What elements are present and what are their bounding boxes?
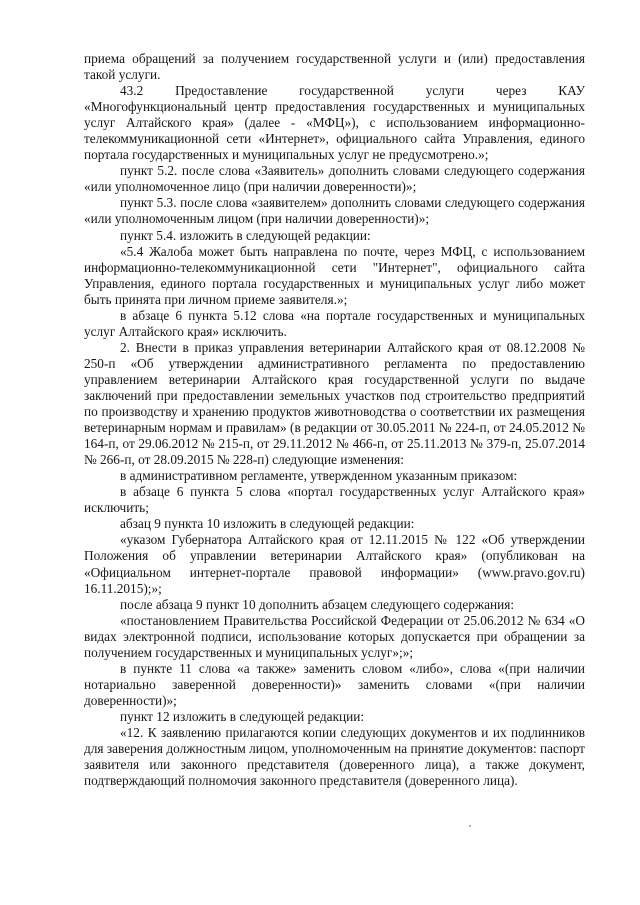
paragraph-43-2: 43.2 Предоставление государственной услуги через КАУ «Многофункциональный центр предоставления государственных и муниципальных услуг Алтайского края» (далее - «МФЦ»), с использованием информационно-телекоммуникационной сети «Интернет», официального сайта Управления, единого портала государственных и муниципальных услуг не предусмотрено.»; xyxy=(84,83,585,163)
paragraph-item-5-4-text: «5.4 Жалоба может быть направлена по почте, через МФЦ, с использованием информационно-телекоммуникационной сети "Интернет", официального сайта Управления, единого портала государственных и муниципальных услуг либо может быть принята при личном приеме заявителя.»; xyxy=(84,243,585,307)
paragraph-item-5-para-6: в абзаце 6 пункта 5 слова «портал государственных услуг Алтайского края» исключить; xyxy=(84,484,585,516)
paragraph-item-12-text: «12. К заявлению прилагаются копии следующих документов и их подлинников для заверения должностным лицом, уполномоченным на принятие документов: паспорт заявителя или законного представителя (доверенного лица), а также документ, подтверждающий полномочия законного представителя (доверенного лица). xyxy=(84,724,585,789)
paragraph-item-5-2: пункт 5.2. после слова «Заявитель» дополнить словами следующего содержания «или уполномоченное лицо (при наличии доверенности)»; xyxy=(84,163,585,195)
paragraph-item-10-addition: после абзаца 9 пункт 10 дополнить абзацем следующего содержания: xyxy=(120,596,515,612)
paragraph-regulation-intro: в административном регламенте, утвержденном указанным приказом: xyxy=(120,468,518,484)
paragraph-decree-quote: «указом Губернатора Алтайского края от 12.11.2015 № 122 «Об утверждении Положения об управлении ветеринарии Алтайского края» (опубликован на «Официальном интернет-портале правовой информации» (www.pravo.gov.ru) 16.11.2015);»; xyxy=(84,532,585,596)
document-page xyxy=(84,51,585,789)
scan-speck xyxy=(469,825,471,827)
paragraph-item-5-12: в абзаце 6 пункта 5.12 слова «на портале государственных и муниципальных услуг Алтайского края» исключить. xyxy=(84,307,585,339)
paragraph-government-resolution: «постановлением Правительства Российской Федерации от 25.06.2012 № 634 «О видах электронной подписи, использование которых допускается при обращении за получением государственных и муниципальных услуг»;»; xyxy=(84,612,585,660)
paragraph-section-2: 2. Внести в приказ управления ветеринарии Алтайского края от 08.12.2008 № 250-п «Об утверждении административного регламента по предоставлению управлением ветеринарии Алтайского края государственной услуги по выдаче заключений при предоставлении земельных участков под строительство предприятий по производству и хранению продуктов животноводства о соответствии их размещения ветеринарным нормам и правилам» (в редакции от 30.05.2011 № 224-п, от 24.05.2012 № 164-п, от 29.06.2012 № 215-п, от 29.11.2012 № 466-п, от 25.11.2013 № 379-п, 25.07.2014 № 266-п, от 28.09.2015 № 228-п) следующие изменения: xyxy=(84,339,585,468)
paragraph-item-12-intro: пункт 12 изложить в следующей редакции: xyxy=(120,708,365,724)
paragraph-item-11: в пункте 11 слова «а также» заменить словом «либо», слова «(при наличии нотариально заверенной доверенности)» заменить словами «(при наличии доверенности)»; xyxy=(84,660,585,708)
paragraph-item-5-3: пункт 5.3. после слова «заявителем» дополнить словами следующего содержания «или уполномоченным лицом (при наличии доверенности)»; xyxy=(84,195,585,227)
paragraph-item-10-para-9: абзац 9 пункта 10 изложить в следующей редакции: xyxy=(120,516,415,532)
paragraph-continuation: приема обращений за получением государственной услуги и (или) предоставления такой услуги. xyxy=(84,51,585,83)
paragraph-item-5-4-intro: пункт 5.4. изложить в следующей редакции: xyxy=(120,227,371,243)
